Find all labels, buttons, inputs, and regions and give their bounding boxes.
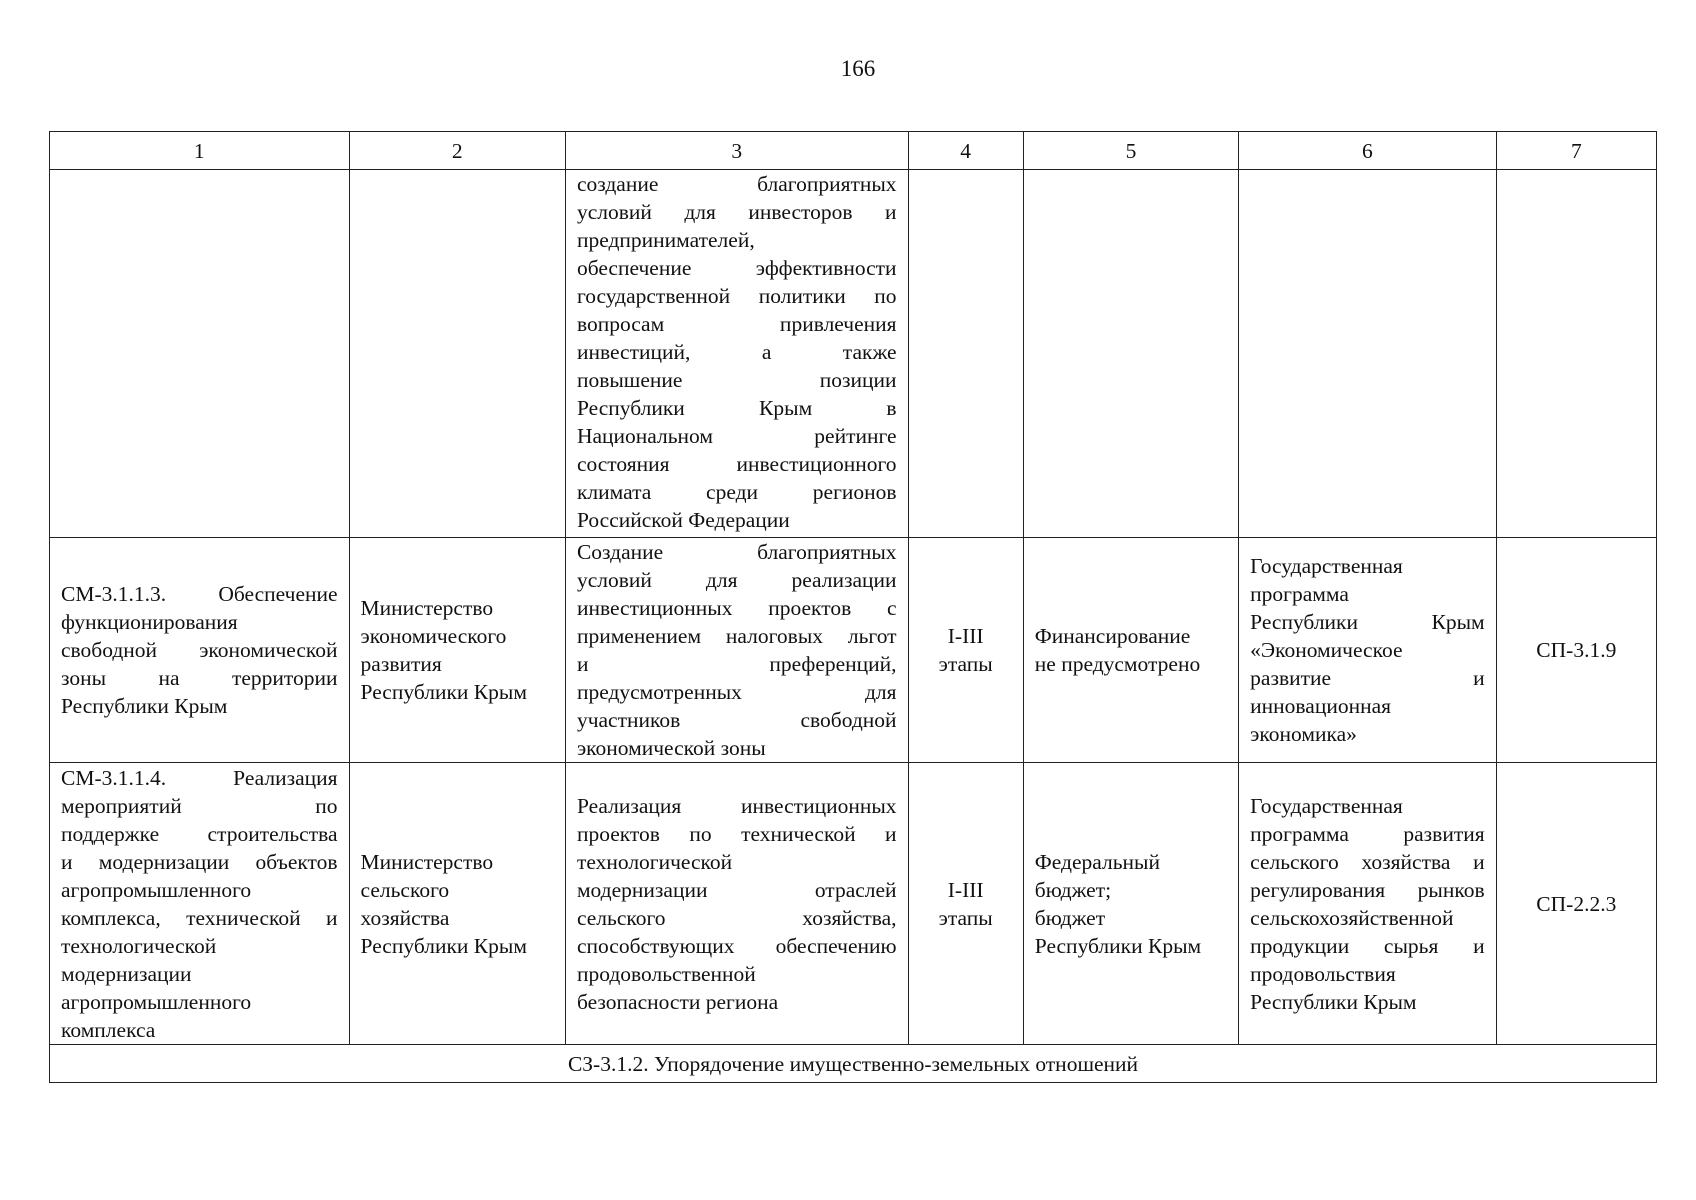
cell-measure-title: [50, 763, 350, 1045]
cell-text-line: повышение позиции: [576, 368, 897, 392]
cell-text-line: комплекса, технической и: [61, 905, 338, 930]
cell-text-line: этапы: [938, 905, 993, 930]
cell-text-line: вопросам привлечения: [576, 312, 897, 336]
cell-text-line: технологической: [61, 933, 217, 958]
cell-text-line: программа развития: [1250, 821, 1485, 846]
cell-text-line: применением налоговых льгот: [576, 624, 897, 648]
cell-code: СП-2.2.3: [1496, 763, 1656, 1045]
cell-empty: [1239, 170, 1496, 538]
table-row-continued: [50, 170, 1657, 538]
cell-text-line: обеспечение эффективности: [576, 256, 897, 280]
cell-program: [1239, 538, 1496, 763]
cell-text-line: предусмотренных для: [576, 680, 897, 704]
cell-text-line: инвестиционных проектов с: [576, 596, 897, 620]
cell-text-line: состояния инвестиционного: [576, 452, 897, 476]
header-cell-7: 7: [1496, 132, 1656, 170]
cell-executor: [349, 538, 565, 763]
cell-text-line: продовольствия: [1250, 961, 1396, 986]
cell-text-line: проектов по технической и: [576, 821, 897, 846]
table-header-row: [50, 132, 1657, 170]
cell-text-line: агропромышленного: [61, 877, 252, 902]
cell-text-line: безопасности региона: [576, 989, 779, 1014]
cell-text-line: поддержке строительства: [61, 821, 338, 846]
cell-text-line: Финансирование: [1034, 624, 1191, 648]
cell-text-line: бюджет: [1034, 905, 1106, 930]
cell-text-line: Республики Крым: [1250, 610, 1485, 634]
cell-text-line: Республики Крым: [360, 933, 527, 958]
cell-text-line: инновационная: [1250, 694, 1392, 718]
cell-code: СП-3.1.9: [1496, 538, 1656, 763]
cell-text-line: комплекса: [61, 1017, 156, 1042]
cell-text-line: сельского хозяйства,: [576, 905, 897, 930]
cell-text-line: способствующих обеспечению: [576, 933, 897, 958]
cell-text-line: Национальном рейтинге: [576, 424, 897, 448]
cell-text-line: Министерство: [360, 596, 494, 620]
cell-stages: [908, 763, 1023, 1045]
cell-description: [565, 763, 908, 1045]
cell-funding: [1023, 538, 1238, 763]
cell-executor: [349, 763, 565, 1045]
cell-text-line: модернизации: [61, 961, 192, 986]
cell-text-line: развития: [360, 652, 442, 676]
header-cell-3: 3: [565, 132, 908, 170]
cell-text-line: I-III: [947, 624, 984, 648]
cell-text-line: государственной политики по: [576, 284, 897, 308]
cell-text-line: технологической: [576, 849, 733, 874]
cell-text-line: Реализация инвестиционных: [576, 793, 897, 818]
cell-text-line: сельского: [360, 877, 450, 902]
header-cell-2: 2: [349, 132, 565, 170]
cell-text-line: создание благоприятных: [576, 172, 897, 196]
cell-text-line: Республики Крым: [1034, 933, 1202, 958]
cell-text-line: зоны на территории: [61, 666, 338, 690]
cell-empty: [1496, 170, 1656, 538]
cell-text-line: условий для инвесторов и: [576, 200, 897, 224]
cell-text-line: мероприятий по: [61, 793, 338, 818]
cell-text-line: продукции сырья и: [1250, 933, 1485, 958]
cell-stages: [908, 538, 1023, 763]
table-row-sm-3-1-1-3: [50, 538, 1657, 763]
cell-text-line: не предусмотрено: [1034, 652, 1201, 676]
cell-text-line: бюджет;: [1034, 877, 1112, 902]
header-cell-1: 1: [50, 132, 350, 170]
cell-text-line: сельскохозяйственной: [1250, 905, 1454, 930]
cell-text-line: экономической зоны: [576, 736, 766, 760]
cell-text-line: Республики Крым: [1250, 989, 1417, 1014]
cell-text-line: сельского хозяйства и: [1250, 849, 1485, 874]
cell-text-line: климата среди регионов: [576, 480, 897, 504]
cell-text-line: СМ-3.1.1.3. Обеспечение: [61, 582, 338, 606]
cell-text-line: свободной экономической: [61, 638, 338, 662]
cell-text-line: этапы: [938, 652, 993, 676]
section-heading: СЗ-3.1.2. Упорядочение имущественно-земельных отношений: [50, 1045, 1657, 1083]
table-row-sm-3-1-1-4: [50, 763, 1657, 1045]
cell-text-line: Создание благоприятных: [576, 540, 897, 564]
section-heading-row: [50, 1045, 1657, 1083]
cell-description-continued: [565, 170, 908, 538]
cell-text-line: I-III: [947, 877, 984, 902]
cell-text-line: регулирования рынков: [1250, 877, 1485, 902]
cell-text-line: Государственная: [1250, 793, 1403, 818]
cell-empty: [908, 170, 1023, 538]
cell-text-line: и модернизации объектов: [61, 849, 338, 874]
cell-text-line: Государственная: [1250, 554, 1403, 578]
cell-text-line: хозяйства: [360, 905, 450, 930]
header-cell-5: 5: [1023, 132, 1238, 170]
cell-funding: [1023, 763, 1238, 1045]
cell-text-line: функционирования: [61, 610, 238, 634]
header-cell-4: 4: [908, 132, 1023, 170]
cell-text-line: Республики Крым в: [576, 396, 897, 420]
cell-empty: [1023, 170, 1238, 538]
cell-text-line: условий для реализации: [576, 568, 897, 592]
header-cell-6: 6: [1239, 132, 1496, 170]
cell-text-line: и преференций,: [576, 652, 897, 676]
cell-text-line: участников свободной: [576, 708, 897, 732]
measures-table: [49, 131, 1657, 1083]
cell-text-line: предпринимателей,: [576, 228, 755, 252]
cell-text-line: Российской Федерации: [576, 508, 790, 532]
cell-measure-title: [50, 538, 350, 763]
cell-text-line: инвестиций, а также: [576, 340, 897, 364]
cell-text-line: развитие и: [1250, 666, 1485, 690]
cell-text-line: Республики Крым: [61, 694, 228, 718]
cell-text-line: Республики Крым: [360, 680, 527, 704]
cell-text-line: Федеральный: [1034, 849, 1160, 874]
cell-empty: [50, 170, 350, 538]
cell-text-line: продовольственной: [576, 961, 756, 986]
cell-text-line: Министерство: [360, 849, 494, 874]
cell-description: [565, 538, 908, 763]
cell-text-line: СМ-3.1.1.4. Реализация: [61, 765, 338, 790]
cell-text-line: экономического: [360, 624, 507, 648]
cell-text-line: программа: [1250, 582, 1349, 606]
cell-empty: [349, 170, 565, 538]
page-number: 166: [840, 56, 876, 81]
cell-text-line: экономика»: [1250, 722, 1357, 746]
cell-text-line: агропромышленного: [61, 989, 252, 1014]
cell-program: [1239, 763, 1496, 1045]
cell-text-line: «Экономическое: [1250, 638, 1403, 662]
cell-text-line: модернизации отраслей: [576, 877, 897, 902]
